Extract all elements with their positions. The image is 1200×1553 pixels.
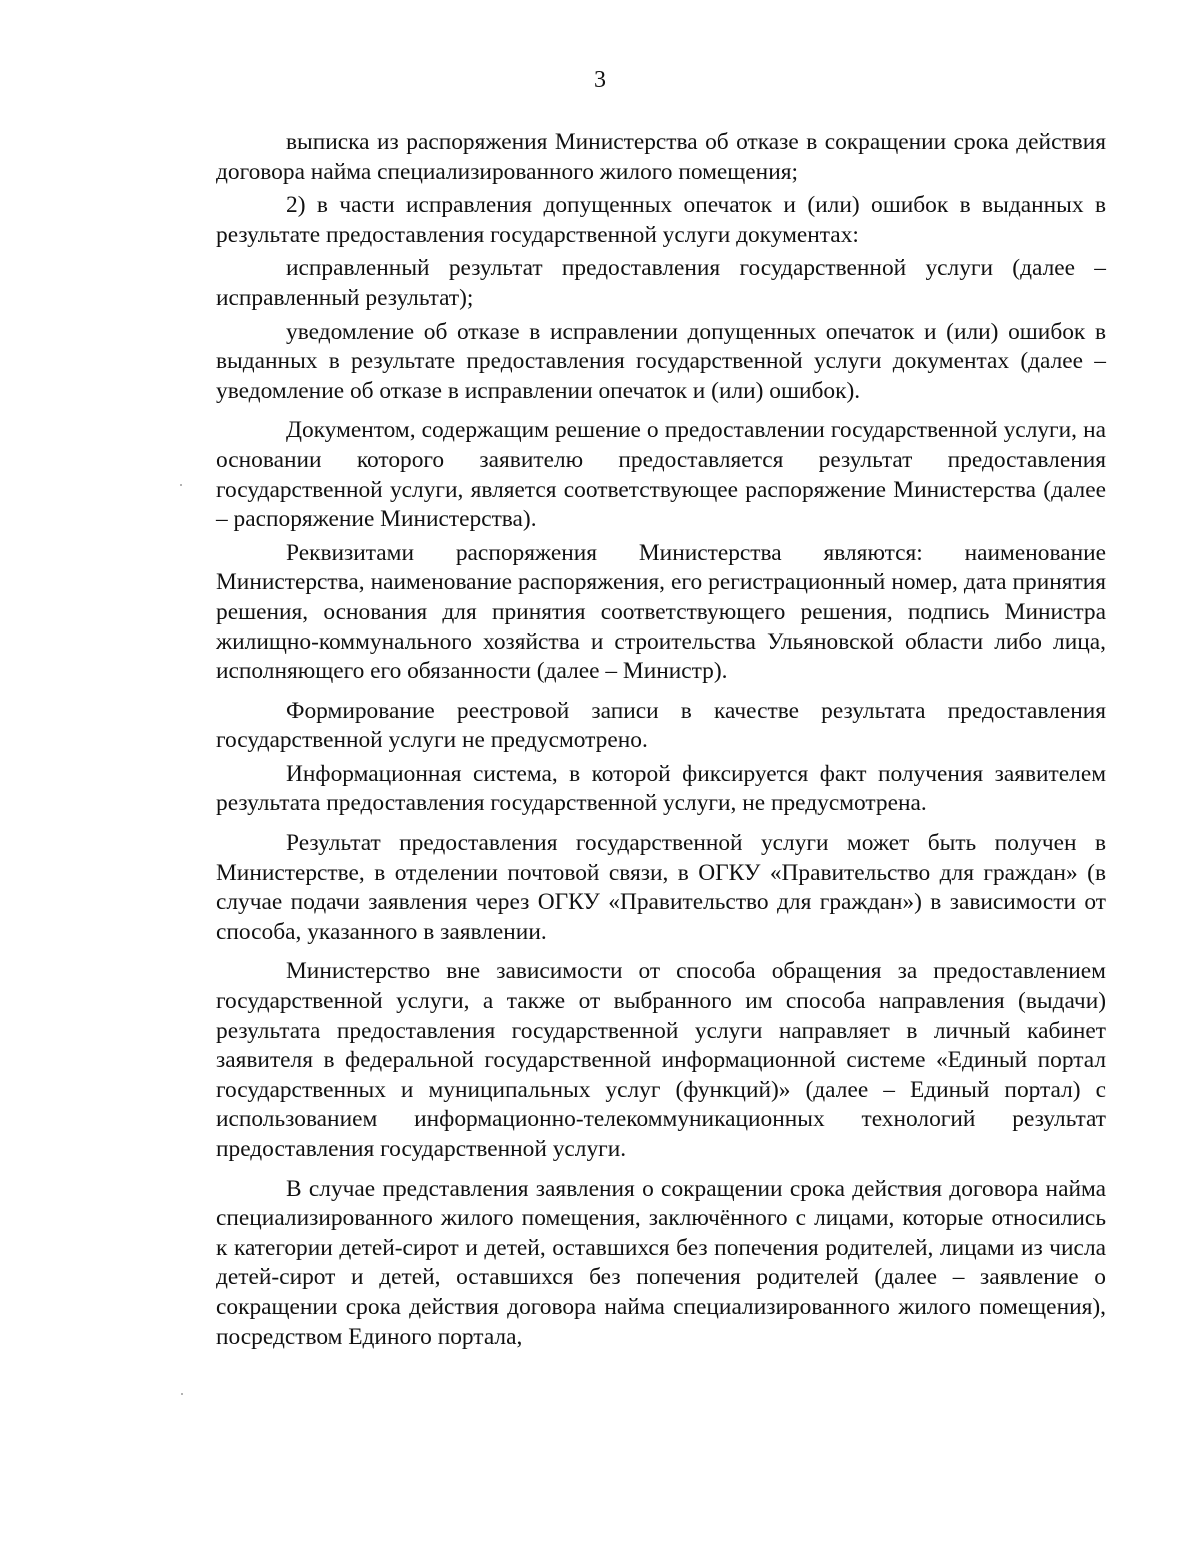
paragraph-result-delivery: Результат предоставления государственной услуги может быть получен в Министерстве, в отделении почтовой связи, в ОГКУ «Правительство для граждан» (в случае подачи заявления через ОГКУ «Правительство для граждан») в зависимости от способа, указанного в заявлении. [216, 830, 1106, 945]
scan-speck [181, 1393, 183, 1395]
paragraph-decision-document: Документом, содержащим решение о предоставлении государственной услуги, на основании которого заявителю предоставляется результат предоставления государственной услуги, является соответствующее распоряжение Министерства (далее – распоряжение Министерства). [216, 417, 1106, 533]
page-number: 3 [594, 67, 606, 93]
paragraph-information-system: Информационная система, в которой фиксируется факт получения заявителем результата предоставления государственной услуги, не предусмотрена. [216, 760, 1106, 817]
paragraph-order-details: Реквизитами распоряжения Министерства являются: наименование Министерства, наименование распоряжения, его регистрационный номер, дата принятия решения, основания для принятия соответствующего решения, подпись Министра жилищно-коммунального хозяйства и строительства Ульяновской области либо лица, исполняющего его обязанности (далее – Министр). [216, 539, 1106, 685]
paragraph-application-case: В случае представления заявления о сокращении срока действия договора найма специализированного жилого помещения, заключённого с лицами, которые относились к категории детей-сирот и детей, оставшихся без попечения родителей, лицами из числа детей-сирот и детей, оставшихся без попечения родителей (далее – заявление о сокращении срока действия договора найма специализированного жилого помещения), посредством Единого портала, [216, 1175, 1106, 1350]
paragraph-registry-record: Формирование реестровой записи в качестве результата предоставления государственной услуги не предусмотрено. [216, 697, 1106, 754]
paragraph-item-2-corrections: 2) в части исправления допущенных опечаток и (или) ошибок в выданных в результате предоставления государственной услуги документах: [216, 192, 1106, 248]
document-body [216, 128, 1106, 1352]
paragraph-extract-refusal: выписка из распоряжения Министерства об отказе в сокращении срока действия договора найма специализированного жилого помещения; [216, 129, 1106, 185]
paragraph-refusal-notice: уведомление об отказе в исправлении допущенных опечаток и (или) ошибок в выданных в результате предоставления государственной услуги документах (далее – уведомление об отказе в исправлении опечаток и (или) ошибок). [216, 318, 1106, 404]
scan-speck [180, 484, 182, 486]
paragraph-personal-account: Министерство вне зависимости от способа обращения за предоставлением государственной услуги, а также от выбранного им способа направления (выдачи) результата предоставления государственной услуги направляет в личный кабинет заявителя в федеральной государственной информационной системе «Единый портал государственных и муниципальных услуг (функций)» (далее – Единый портал) с использованием информационно-телекоммуникационных технологий результат предоставления государственной услуги. [216, 958, 1106, 1162]
paragraph-corrected-result: исправленный результат предоставления государственной услуги (далее – исправленный результат); [216, 255, 1106, 311]
